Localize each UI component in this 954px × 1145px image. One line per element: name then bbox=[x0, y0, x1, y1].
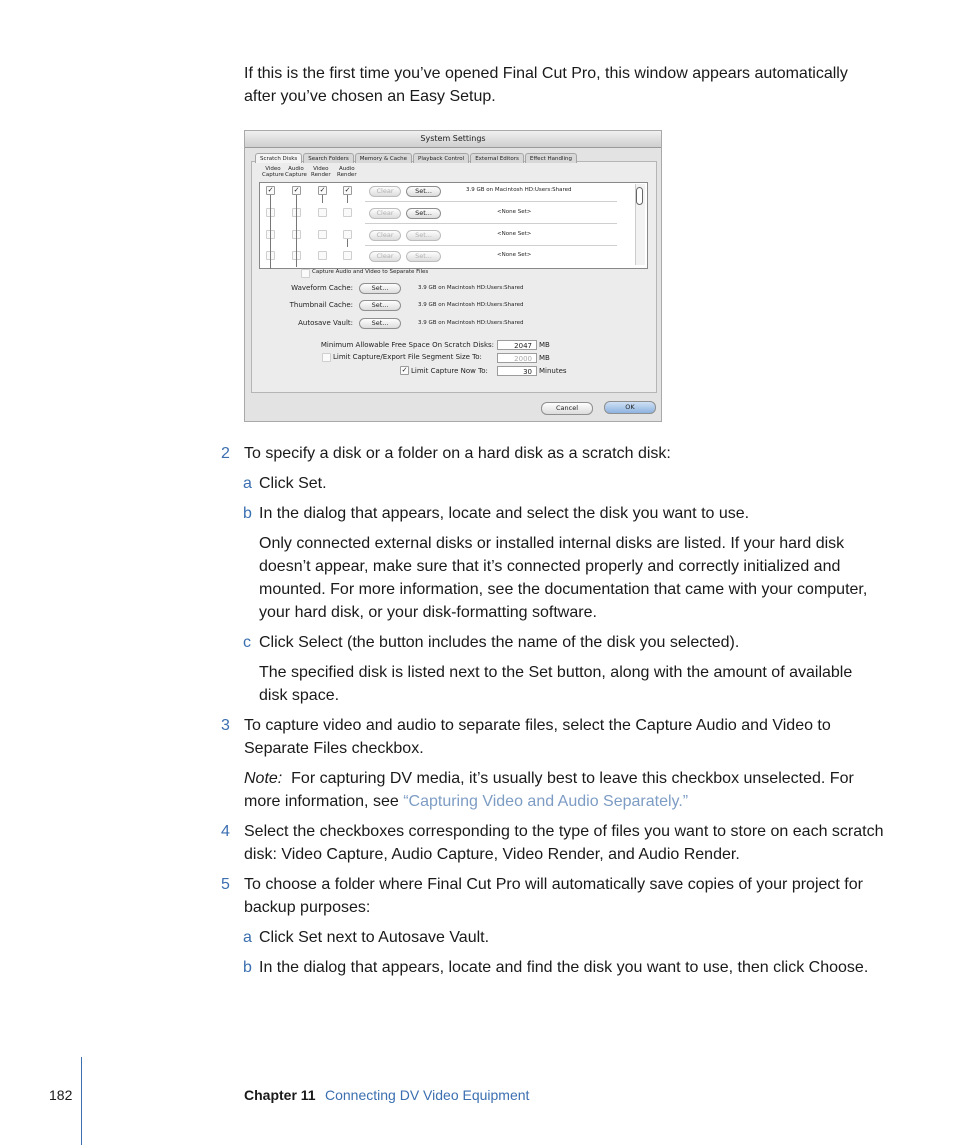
col-header-video-render: Video Render bbox=[311, 166, 331, 178]
tab-memory-cache[interactable]: Memory & Cache bbox=[355, 153, 412, 163]
step-number: 2 bbox=[221, 445, 230, 462]
substep-letter: b bbox=[243, 959, 252, 976]
scrollbar-thumb[interactable] bbox=[636, 187, 643, 205]
system-settings-screenshot bbox=[244, 130, 662, 422]
row2-audio-render-checkbox[interactable] bbox=[343, 208, 352, 217]
waveform-cache-set-button[interactable]: Set... bbox=[359, 283, 401, 294]
autosave-vault-info: 3.9 GB on Macintosh HD:Users:Shared bbox=[418, 320, 524, 326]
column-link-line bbox=[270, 195, 271, 269]
substep-paragraph: The specified disk is listed next to the Set button, along with the amount of available disk space. bbox=[259, 664, 853, 704]
row2-clear-button[interactable]: Clear bbox=[369, 208, 401, 219]
row1-video-render-checkbox[interactable]: ✓ bbox=[319, 186, 326, 194]
row1-video-capture-checkbox[interactable]: ✓ bbox=[267, 186, 274, 194]
page-number: 182 bbox=[49, 1087, 73, 1103]
row3-audio-render-checkbox[interactable] bbox=[343, 230, 352, 239]
settings-tabs bbox=[255, 153, 578, 163]
chapter-label: Chapter 11 bbox=[244, 1087, 316, 1103]
column-link-line bbox=[347, 195, 348, 203]
waveform-cache-label: Waveform Cache: bbox=[291, 284, 353, 292]
substep-letter: a bbox=[243, 929, 252, 946]
row1-disk-info: 3.9 GB on Macintosh HD:Users:Shared bbox=[466, 187, 572, 193]
autosave-vault-set-button[interactable]: Set... bbox=[359, 318, 401, 329]
min-free-space-label: Minimum Allowable Free Space On Scratch Disks: bbox=[320, 341, 494, 349]
step-text: To choose a folder where Final Cut Pro will automatically save copies of your project for backup purposes: bbox=[244, 876, 863, 916]
row4-disk-info: <None Set> bbox=[497, 252, 532, 258]
row3-set-button[interactable]: Set... bbox=[406, 230, 441, 241]
min-free-space-field[interactable]: 2047 bbox=[497, 340, 537, 350]
step-text: Select the checkboxes corresponding to the type of files you want to store on each scratch disk: Video Capture, Audio Capture, Video Render, and Audio Render. bbox=[244, 823, 884, 863]
row1-set-button[interactable]: Set... bbox=[406, 186, 441, 197]
note-text: For capturing DV media, it’s usually best to leave this checkbox unselected. For more information, see bbox=[244, 770, 854, 810]
substep-text: Click Set next to Autosave Vault. bbox=[259, 929, 490, 946]
substep-letter: a bbox=[243, 475, 252, 492]
limit-capture-label: Limit Capture Now To: bbox=[411, 367, 488, 375]
row3-video-render-checkbox[interactable] bbox=[318, 230, 327, 239]
substep-paragraph: Only connected external disks or installed internal disks are listed. If your hard disk doesn’t appear, make sure that it’s connected properly and correctly initialized and mounted. For more information, see the documentation that came with your computer, your hard disk, or your disk-formatting software. bbox=[259, 535, 868, 621]
row3-clear-button[interactable]: Clear bbox=[369, 230, 401, 241]
thumbnail-cache-set-button[interactable]: Set... bbox=[359, 300, 401, 311]
row4-clear-button[interactable]: Clear bbox=[369, 251, 401, 262]
row-divider bbox=[365, 223, 617, 224]
ok-button[interactable]: OK bbox=[604, 401, 656, 414]
column-link-line bbox=[347, 239, 348, 247]
step-number: 5 bbox=[221, 876, 230, 893]
min-free-space-unit: MB bbox=[539, 341, 550, 349]
limit-segment-label: Limit Capture/Export File Segment Size To: bbox=[333, 353, 482, 361]
tab-scratch-disks[interactable]: Scratch Disks bbox=[255, 153, 302, 163]
row1-audio-capture-checkbox[interactable]: ✓ bbox=[293, 186, 300, 194]
row-divider bbox=[365, 201, 617, 202]
cancel-button[interactable]: Cancel bbox=[541, 402, 593, 415]
row1-audio-render-checkbox[interactable]: ✓ bbox=[344, 186, 351, 194]
step-number: 3 bbox=[221, 717, 230, 734]
limit-capture-unit: Minutes bbox=[539, 367, 567, 375]
thumbnail-cache-info: 3.9 GB on Macintosh HD:Users:Shared bbox=[418, 302, 524, 308]
column-link-line bbox=[296, 195, 297, 267]
note-paragraph bbox=[244, 767, 884, 813]
waveform-cache-info: 3.9 GB on Macintosh HD:Users:Shared bbox=[418, 285, 524, 291]
col-header-video-capture: Video Capture bbox=[262, 166, 284, 178]
limit-segment-checkbox[interactable] bbox=[322, 353, 331, 362]
row2-disk-info: <None Set> bbox=[497, 209, 532, 215]
limit-segment-unit: MB bbox=[539, 354, 550, 362]
limit-capture-field[interactable]: 30 bbox=[497, 366, 537, 376]
substep-text: Click Select (the button includes the name of the disk you selected). bbox=[259, 634, 740, 651]
tab-external-editors[interactable]: External Editors bbox=[470, 153, 524, 163]
note-label: Note: bbox=[244, 770, 283, 787]
row-divider bbox=[365, 245, 617, 246]
column-link-line bbox=[322, 195, 323, 203]
limit-capture-checkbox[interactable]: ✓ bbox=[401, 366, 408, 374]
step-text: To specify a disk or a folder on a hard disk as a scratch disk: bbox=[244, 445, 671, 462]
row4-set-button[interactable]: Set... bbox=[406, 251, 441, 262]
step-number: 4 bbox=[221, 823, 230, 840]
row4-video-render-checkbox[interactable] bbox=[318, 251, 327, 260]
footer-rule bbox=[81, 1057, 82, 1145]
intro-paragraph: If this is the first time you’ve opened Final Cut Pro, this window appears automatically after you’ve chosen an Easy Setup. bbox=[244, 65, 848, 105]
substep-letter: c bbox=[243, 634, 251, 651]
chapter-title: Connecting DV Video Equipment bbox=[325, 1087, 530, 1103]
row3-disk-info: <None Set> bbox=[497, 231, 532, 237]
tab-search-folders[interactable]: Search Folders bbox=[303, 153, 354, 163]
substep-text: In the dialog that appears, locate and select the disk you want to use. bbox=[259, 505, 750, 522]
thumbnail-cache-label: Thumbnail Cache: bbox=[289, 301, 353, 309]
tab-playback-control[interactable]: Playback Control bbox=[413, 153, 469, 163]
step-text: To capture video and audio to separate files, select the Capture Audio and Video to Separate Files checkbox. bbox=[244, 717, 831, 757]
separate-files-label: Capture Audio and Video to Separate Files bbox=[312, 269, 429, 275]
row2-set-button[interactable]: Set... bbox=[406, 208, 441, 219]
substep-letter: b bbox=[243, 505, 252, 522]
row2-video-render-checkbox[interactable] bbox=[318, 208, 327, 217]
tab-effect-handling[interactable]: Effect Handling bbox=[525, 153, 577, 163]
dialog-title: System Settings bbox=[245, 131, 661, 148]
cross-reference-link[interactable]: “Capturing Video and Audio Separately.” bbox=[403, 793, 689, 810]
limit-segment-field[interactable]: 2000 bbox=[497, 353, 537, 363]
col-header-audio-render: Audio Render bbox=[337, 166, 357, 178]
row1-clear-button[interactable]: Clear bbox=[369, 186, 401, 197]
substep-text: Click Set. bbox=[259, 475, 327, 492]
autosave-vault-label: Autosave Vault: bbox=[298, 319, 353, 327]
substep-text: In the dialog that appears, locate and find the disk you want to use, then click Choose. bbox=[259, 959, 869, 976]
row4-audio-render-checkbox[interactable] bbox=[343, 251, 352, 260]
separate-files-checkbox[interactable] bbox=[301, 269, 310, 278]
col-header-audio-capture: Audio Capture bbox=[285, 166, 307, 178]
